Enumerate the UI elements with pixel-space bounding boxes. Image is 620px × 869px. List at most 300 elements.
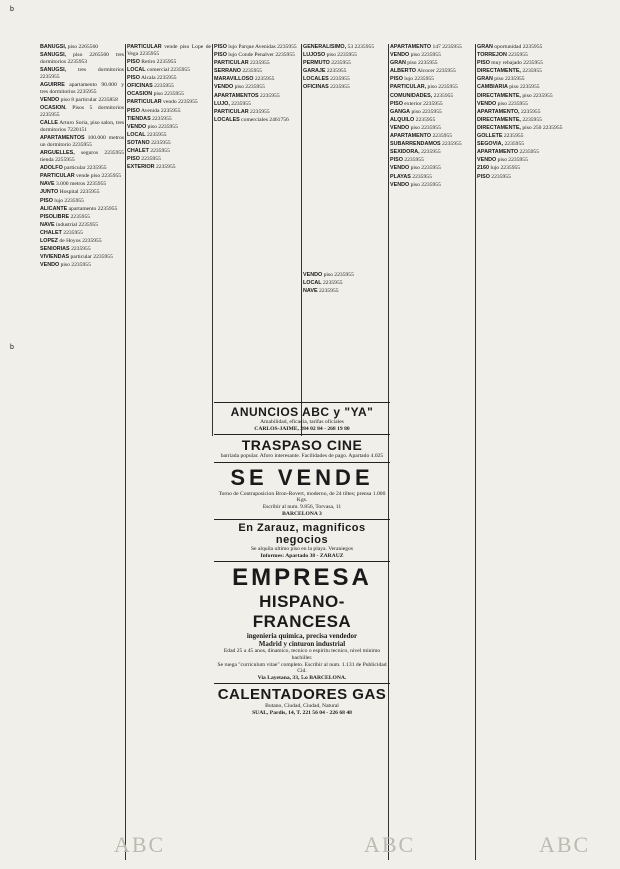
classified-keyword: VENDO	[40, 97, 60, 104]
ad-line: Torno de Contraposicion Bron-Rovert, moderno, de 24 tiltes; prensa 1.000 Kgs.	[218, 490, 386, 504]
classified-ad	[40, 82, 124, 96]
watermark-logo: ABC	[114, 832, 166, 857]
classified-keyword: LOCALES	[303, 76, 329, 83]
classifieds-column-2	[127, 44, 211, 436]
classified-ad	[40, 230, 124, 237]
ad-title: ANUNCIOS ABC y "YA"	[230, 405, 374, 419]
classified-keyword: PARTICULAR	[127, 99, 162, 106]
classified-keyword: LOCAL	[303, 280, 322, 287]
classified-text: piso 2235955	[326, 52, 357, 59]
classified-text: 2235955	[71, 246, 91, 253]
classified-text: piso 2265560 tres dormitorios 2235953	[40, 52, 124, 65]
classified-ad	[127, 124, 211, 131]
classified-ad	[303, 272, 387, 279]
classified-text: piso 2265560	[67, 44, 99, 50]
classifieds-column-4	[303, 44, 387, 258]
classified-ad	[390, 109, 474, 116]
classified-ad	[40, 173, 124, 180]
classified-text: 2235955	[155, 164, 176, 171]
classified-ad	[390, 76, 474, 83]
classified-keyword: SENIORIAS	[40, 246, 70, 253]
classified-ad	[214, 84, 300, 91]
classified-ad	[40, 105, 124, 119]
page-marker-top: b	[10, 6, 14, 13]
classified-keyword: VIVIENDAS	[40, 254, 70, 261]
ad-box-empresa	[214, 561, 390, 683]
classified-keyword: APARTAMENTO	[390, 133, 432, 140]
classified-text: 2235955	[522, 68, 542, 75]
classifieds-column-4-lower	[303, 272, 387, 396]
classified-keyword: APARTAMENTOS	[40, 135, 85, 142]
classified-ad	[390, 84, 474, 91]
classified-ad	[477, 52, 563, 59]
classified-keyword: CAMBIARIA	[477, 84, 508, 91]
classified-keyword: VENDO	[390, 181, 410, 188]
ad-line: Edad 25 a 45 anos, dinamico, tecnico o espiritu tecnico, nivel minimo bachiller.	[223, 648, 381, 661]
classified-ad	[127, 59, 211, 66]
classified-ad	[214, 109, 300, 116]
watermark-logo: ABC	[539, 832, 591, 857]
ad-line: SUAL, Pardis, 14, T. 221 56 04 - 226 68 48	[252, 709, 352, 716]
classified-text: 147 2235955	[432, 44, 462, 50]
classified-text: vendo 2235955	[163, 99, 198, 106]
classified-ad	[303, 288, 387, 295]
classified-text: lujo 2235955	[404, 76, 434, 83]
classifieds-column-3	[214, 44, 300, 436]
classified-keyword: OFICINAS	[303, 84, 329, 91]
classified-ad	[390, 149, 474, 156]
classified-keyword: APARTAMENTO,	[477, 108, 520, 115]
classified-ad	[127, 116, 211, 123]
classified-keyword: VENDO	[390, 124, 410, 131]
classified-text: vende piso 2235955	[76, 173, 122, 180]
classified-keyword: PARTICULAR,	[390, 84, 427, 91]
classified-ad	[40, 150, 124, 164]
classified-text: 2235955	[242, 68, 262, 75]
ad-title-2: HISPANO-FRANCESA	[252, 592, 352, 632]
classified-ad	[127, 140, 211, 147]
classified-ad	[390, 44, 474, 51]
classified-text: Arturo Soria, piso salon, tres dormitorios 7220151	[40, 120, 124, 134]
ad-box-traspaso	[214, 434, 390, 462]
classified-keyword: JUNTO	[40, 189, 59, 196]
classified-keyword: DIRECTAMENTE,	[477, 124, 521, 131]
classified-keyword: PISO	[40, 197, 53, 204]
classified-text: industrial 2235955	[55, 221, 99, 228]
ad-title: TRASPASO CINE	[241, 437, 363, 454]
classified-keyword: PISO	[127, 75, 140, 82]
classifieds-column-5	[390, 44, 474, 860]
classified-text: tres dormitorios 2235955	[40, 67, 124, 80]
classified-ad	[303, 68, 387, 75]
classified-keyword: EXTERIOR	[127, 164, 155, 171]
classified-keyword: SANUGSI,	[40, 52, 67, 59]
classified-keyword: GANGA	[390, 108, 411, 115]
classified-keyword: SUBARRENDAMOS	[390, 141, 441, 148]
ad-box-zarauz	[214, 519, 390, 561]
ad-line: Escribir al num. 9.856, Torvasa, 11	[262, 503, 342, 510]
classified-text: lujo Parque Avenidas 2235955	[228, 44, 297, 50]
classified-ad	[214, 76, 300, 83]
classified-text: Pisos 5 dormitorios 2235955	[40, 105, 124, 119]
classified-text: 2235955	[151, 139, 171, 146]
classified-text: piso 2235955	[234, 84, 265, 91]
classified-text: 2235955	[330, 84, 350, 91]
classified-text: 2235955	[504, 141, 525, 148]
classified-ad	[390, 52, 474, 59]
ad-line: Se alquila ultimo piso en la playa. Veraniegos	[250, 546, 354, 553]
classified-keyword: GRAN	[477, 76, 493, 83]
classified-ad	[303, 60, 387, 67]
classified-text: 2235955	[404, 157, 424, 164]
classified-keyword: PARTICULAR	[214, 60, 249, 67]
classified-ad	[477, 165, 563, 172]
classified-text: piso 2235955	[410, 181, 441, 188]
classified-ad	[127, 132, 211, 139]
ad-line: CARLOS-JAIME, 284 02 84 - 268 19 80	[254, 425, 350, 432]
classified-keyword: LOCAL	[127, 131, 146, 138]
classified-ad	[390, 101, 474, 108]
classified-text: piso 2235955	[410, 124, 441, 131]
classified-text: lujo 2235955	[490, 165, 521, 172]
classified-keyword: NAVE	[40, 221, 55, 228]
classified-text: Avenida 2235955	[140, 107, 181, 114]
classified-keyword: VENDO	[477, 157, 497, 164]
classified-keyword: SEXIDORA,	[390, 149, 420, 156]
classified-ad	[127, 83, 211, 90]
classified-ad	[477, 149, 563, 156]
classified-text: 2235955	[254, 76, 275, 83]
ad-line: Butano, Ciudad, Ciudad, Natural	[265, 703, 339, 710]
ad-line: Informes: Apartado 38 - ZARAUZ	[260, 552, 344, 559]
classified-keyword: ARGUELLES,	[40, 150, 75, 157]
classified-ad	[40, 52, 124, 66]
classified-ad	[477, 117, 563, 124]
classified-keyword: PISO	[127, 59, 140, 65]
classified-ad	[390, 174, 474, 181]
classified-ad	[390, 182, 474, 189]
classified-keyword: TORREJON	[477, 52, 507, 59]
classified-ad	[40, 238, 124, 245]
classified-text: 2235955	[326, 68, 347, 75]
classified-keyword: PARTICULAR	[127, 44, 162, 50]
classified-keyword: VENDO	[127, 123, 147, 130]
classified-ad	[127, 99, 211, 106]
classified-text: 2235955	[70, 213, 91, 220]
ad-line: barriada popular. Aforo interesante. Facilidades de pago. Apartado 4.025	[220, 453, 384, 460]
classified-keyword: MARAVILLOSO	[214, 76, 254, 83]
classified-keyword: PARTICULAR	[214, 108, 249, 115]
classifieds-column-1	[40, 44, 124, 860]
classified-ad	[477, 141, 563, 148]
ad-line: Amabilidad, eficacia, tarifas oficiales	[260, 419, 344, 425]
classified-text: 2235955	[154, 83, 174, 90]
classified-ad	[390, 68, 474, 75]
classified-text: 2235955	[491, 173, 511, 180]
classified-text: 2235955	[318, 288, 339, 295]
classified-ad	[477, 125, 563, 132]
classified-keyword: PERMUTO	[303, 60, 330, 67]
classified-text: 2235955	[508, 52, 528, 59]
classified-text: exterior 2235955	[404, 100, 443, 107]
classified-ad	[390, 60, 474, 67]
classified-text: 2235955	[141, 156, 161, 163]
classified-text: oportunidad 2235955	[494, 44, 543, 50]
ad-box-se-vende	[214, 462, 390, 519]
classified-text: muy rebajado 2235955	[491, 60, 543, 67]
classified-keyword: APARTAMENTO	[477, 149, 519, 156]
ad-box-calentadores	[214, 683, 390, 718]
classified-keyword: DIRECTAMENTE,	[477, 116, 521, 123]
classified-ad	[390, 93, 474, 100]
classified-text: de Hoyos 2235955	[59, 238, 102, 245]
classified-ad	[40, 120, 124, 134]
classified-keyword: VENDO	[214, 84, 234, 91]
classified-keyword: APARTAMENTO	[390, 44, 432, 50]
classified-text: 2235955	[421, 149, 441, 156]
classified-ad	[477, 44, 563, 51]
classified-text: 2235955	[522, 116, 542, 123]
classified-ad	[214, 117, 300, 124]
classified-ad	[40, 97, 124, 104]
classified-keyword: SOTANO	[127, 139, 150, 146]
classified-keyword: LOPEZ	[40, 238, 58, 245]
classified-keyword: AGUIRRE	[40, 82, 65, 89]
ad-title: CALENTADORES GAS	[217, 686, 387, 704]
classified-ad	[477, 68, 563, 75]
classified-text: 2235955	[415, 116, 436, 123]
classified-text: piso 2235955	[427, 84, 458, 91]
classified-keyword: PLAYAS	[390, 173, 411, 180]
display-ads-block	[214, 402, 390, 864]
ad-title: En Zarauz, magnificos negocios	[238, 522, 366, 547]
classified-keyword: PARTICULAR	[40, 173, 75, 180]
classified-keyword: PISO	[214, 44, 227, 50]
classified-keyword: NAVE	[303, 288, 318, 295]
classified-ad	[127, 44, 211, 58]
ad-line: Via Layetana, 33, 5.o BARCELONA.	[257, 674, 347, 681]
classified-ad	[40, 165, 124, 172]
classified-keyword: GENERALISIMO,	[303, 44, 347, 50]
classified-text: piso 8 particular 2235858	[60, 97, 118, 104]
classified-text: 2235955	[150, 148, 170, 155]
classified-keyword: ALICANTE	[40, 205, 68, 212]
classified-text: 2235955	[250, 60, 270, 67]
classified-ad	[214, 93, 300, 100]
classified-text: piso 2235955	[407, 60, 438, 67]
classified-ad	[477, 93, 563, 100]
classified-keyword: VENDO	[390, 52, 410, 59]
ad-line: Se ruega "curriculum vitae" completo. Escribir al num. 1.131 de Publicidad Cid.	[217, 661, 387, 675]
classified-text: 2235955	[146, 131, 167, 138]
classified-text: 2235955	[520, 108, 541, 115]
classified-keyword: GARAJE	[303, 68, 326, 75]
classified-ad	[477, 133, 563, 140]
classified-text: 2235955	[250, 108, 270, 115]
classified-ad	[390, 125, 474, 132]
classified-text: piso 2235955	[497, 100, 528, 107]
classified-keyword: TIENDAS	[127, 115, 151, 122]
classified-keyword: VENDO	[40, 262, 60, 269]
classified-text: seguros 2235955 tienda 2255955	[40, 150, 124, 164]
watermark-logo: ABC	[364, 832, 416, 857]
classified-text: 2235955	[503, 133, 524, 140]
classified-text: apartamento 2235955	[68, 205, 118, 212]
classified-keyword: 2160	[477, 165, 489, 172]
classified-text: vende piso Lope de Vega 2235955	[127, 44, 211, 57]
classified-text: piso 2235955	[153, 91, 184, 98]
classified-text: 2235955	[260, 92, 280, 99]
classified-ad	[390, 117, 474, 124]
ad-box-anuncios	[214, 402, 390, 434]
classified-text: comerciales 2461756	[241, 116, 289, 123]
classified-keyword: GRAN	[390, 60, 406, 67]
classified-keyword: PISO	[477, 60, 490, 67]
classified-text: comercial 2235955	[146, 67, 191, 74]
classified-ad	[214, 44, 300, 51]
classified-ad	[40, 135, 124, 149]
classified-text: 2235955	[519, 149, 540, 156]
classified-keyword: SEGOVIA,	[477, 141, 504, 148]
classified-text: piso 2235955	[410, 52, 441, 59]
classified-keyword: COMUNIDADES,	[390, 92, 433, 99]
classified-text: 2235955	[331, 60, 351, 67]
classified-text: 2235955	[432, 133, 453, 140]
classified-text: piso 2235955	[323, 272, 354, 278]
classified-text: 2235955	[231, 100, 251, 107]
classified-keyword: GRAN	[477, 44, 493, 50]
classified-text: piso 2235955	[497, 157, 528, 164]
classified-text: apartamento 90.000 y tres dormitorios 2235955	[40, 82, 124, 95]
classified-keyword: VENDO	[390, 165, 410, 172]
classified-ad	[127, 108, 211, 115]
classified-text: 53 2235955	[347, 44, 375, 50]
classified-keyword: VENDO	[303, 272, 323, 278]
classified-ad	[127, 67, 211, 74]
classified-text: 2235955	[152, 115, 172, 122]
classified-text: piso 2235955	[410, 165, 441, 172]
classified-ad	[390, 133, 474, 140]
classified-keyword: PISOLIBRE	[40, 213, 70, 220]
classified-keyword: DIRECTAMENTE,	[477, 68, 521, 75]
classified-ad	[477, 76, 563, 83]
classified-keyword: CALLE	[40, 120, 58, 127]
classified-keyword: PISO	[477, 173, 490, 180]
classified-ad	[303, 44, 387, 51]
classified-ad	[477, 101, 563, 108]
classified-keyword: PISO	[390, 157, 403, 164]
classified-keyword: LOCAL	[127, 67, 146, 74]
classified-keyword: APARTAMENTOS	[214, 92, 259, 99]
classified-text: piso 2235955	[522, 92, 553, 99]
classified-keyword: OCASION.	[40, 105, 67, 112]
classified-keyword: ALQUILO	[390, 116, 415, 123]
classified-ad	[127, 148, 211, 155]
classified-text: Alcocer 2235955	[417, 68, 456, 75]
classified-text: piso 2235955	[60, 262, 91, 269]
classified-ad	[303, 280, 387, 287]
classified-ad	[40, 222, 124, 229]
classified-ad	[477, 60, 563, 67]
classified-ad	[477, 157, 563, 164]
classified-keyword: CHALET	[40, 229, 62, 236]
classified-ad	[40, 181, 124, 188]
classified-text: lujo Conde Penalver 2235955	[228, 52, 295, 59]
classified-text: 3.000 metros 2235955	[55, 181, 107, 188]
classified-ad	[127, 75, 211, 82]
classified-ad	[303, 52, 387, 59]
classified-ad	[214, 60, 300, 67]
classified-keyword: OCASION	[127, 91, 153, 98]
classified-text: piso 2235955	[147, 123, 178, 130]
newspaper-page	[4, 4, 616, 865]
ad-subtitle: ingenieria quimica, precisa vendedor	[246, 632, 358, 641]
classified-keyword: NAVE	[40, 181, 55, 188]
classified-keyword: PISO	[127, 156, 140, 163]
classified-ad	[477, 109, 563, 116]
classified-ad	[40, 246, 124, 253]
classified-text: 2235955	[442, 141, 462, 148]
classified-ad	[390, 157, 474, 164]
classified-text: 2235955	[330, 76, 350, 83]
classified-text: Retiro 2235955	[141, 59, 177, 65]
classified-ad	[390, 141, 474, 148]
classified-ad	[127, 164, 211, 171]
classified-text: 2235955	[63, 229, 83, 236]
classified-ad	[303, 76, 387, 83]
classified-keyword: PISO	[214, 52, 227, 59]
classified-ad	[214, 101, 300, 108]
classified-ad	[40, 67, 124, 81]
classified-text: piso 2235955	[494, 76, 525, 83]
classified-text: lujo 2235955	[54, 197, 84, 204]
classified-keyword: LUJOSO	[303, 52, 326, 59]
classified-keyword: DIRECTAMENTE,	[477, 92, 521, 99]
classified-text: particular 2235955	[64, 165, 107, 172]
classified-ad	[40, 214, 124, 221]
classified-keyword: ALBERTO	[390, 68, 416, 75]
classified-text: piso 2235955	[411, 108, 442, 115]
classified-text: 2235955	[433, 92, 454, 99]
classified-text: 2235955	[412, 173, 432, 180]
classified-text: piso 250 2235955	[522, 124, 563, 131]
classified-ad	[390, 165, 474, 172]
classified-keyword: CHALET	[127, 148, 149, 155]
classified-ad	[303, 84, 387, 91]
classified-ad	[127, 91, 211, 98]
ad-subtitle-2: Madrid y cinturon industrial	[258, 640, 346, 649]
classified-keyword: GOLLETE	[477, 133, 503, 140]
classified-keyword: OFICINAS	[127, 83, 153, 90]
classified-keyword: LUJO,	[214, 100, 230, 107]
classifieds-column-6	[477, 44, 563, 860]
classified-keyword: PISO	[127, 107, 140, 114]
classified-keyword: VENDO	[477, 100, 497, 107]
classified-ad	[214, 68, 300, 75]
classified-text: particular 2235955	[70, 254, 113, 261]
classified-ad	[214, 52, 300, 59]
classified-ad	[477, 174, 563, 181]
classified-ad	[40, 198, 124, 205]
classified-keyword: PISO	[390, 100, 403, 107]
classified-keyword: BANUGSI,	[40, 44, 67, 50]
ad-title: EMPRESA	[232, 564, 372, 592]
classified-ad	[40, 254, 124, 261]
classified-text: 100.000 metros un dormitorio 2235955	[40, 135, 124, 149]
classified-text: Alcala 2235955	[140, 75, 177, 82]
classified-ad	[40, 206, 124, 213]
classified-ad	[477, 84, 563, 91]
